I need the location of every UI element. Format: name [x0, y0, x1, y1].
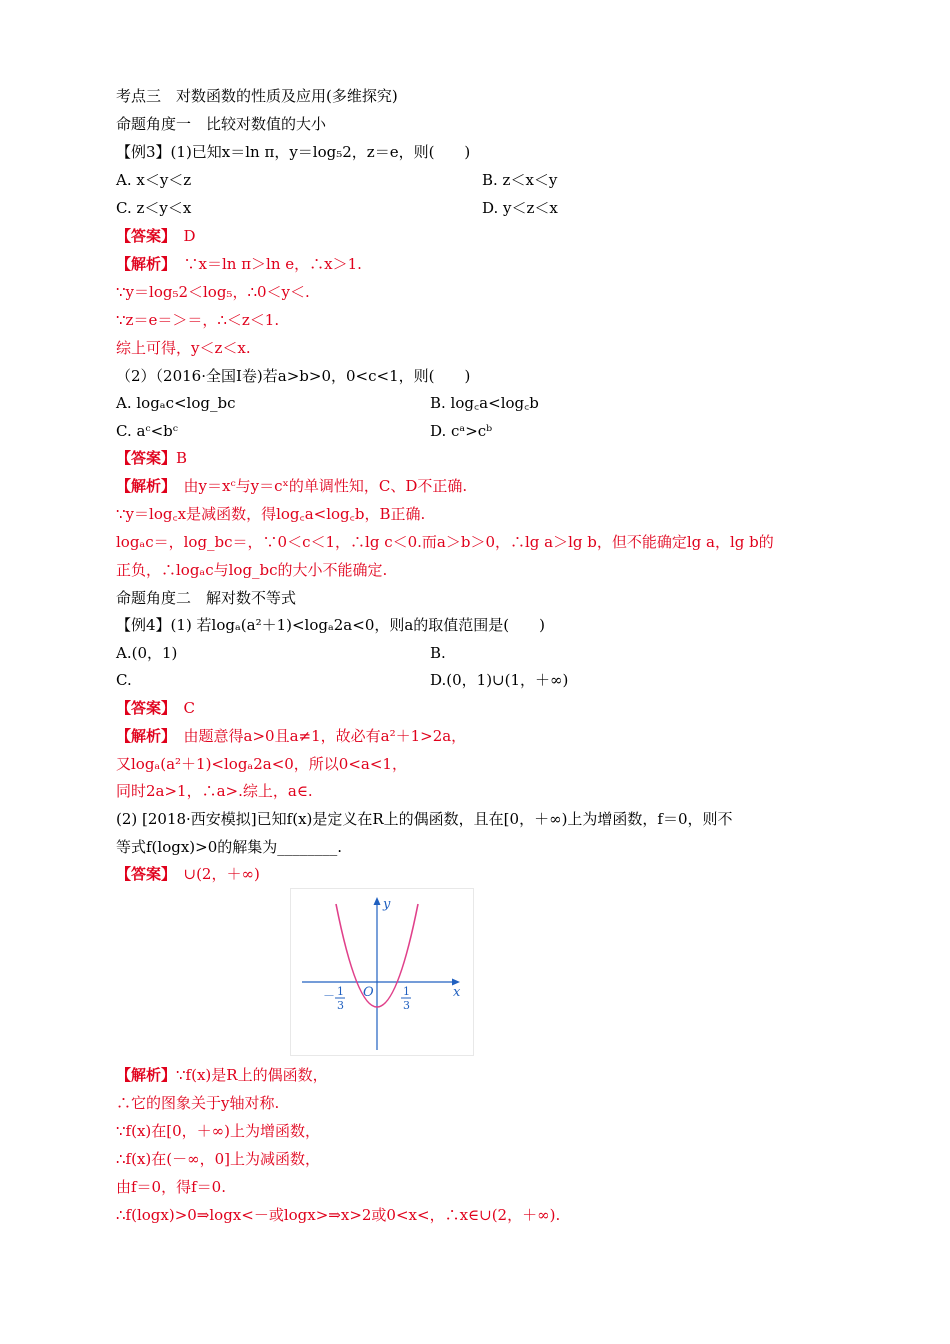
ex4-question-2-line-1: (2) [2018·西安模拟]已知f(x)是定义在R上的偶函数，且在[0，＋∞)上为增函数，f＝0，则不	[116, 810, 733, 828]
ex3q2-option-c: C. aᶜ<bᶜ	[116, 422, 178, 440]
ex3-option-b: B. z＜x＜y	[482, 171, 558, 189]
ex3q2-solution-4: 正负，∴logₐc与log_bc的大小不能确定.	[116, 561, 388, 579]
ex4q2-solution-1	[116, 1065, 328, 1085]
solution-label: 【解析】	[116, 727, 169, 745]
ex3-option-d: D. y＜z＜x	[482, 199, 558, 217]
answer-value: B	[176, 449, 188, 467]
solution-label: 【解析】	[116, 255, 169, 273]
ex4q2-solution-4: ∴f(x)在(－∞，0]上为减函数，	[116, 1150, 321, 1168]
ex3q2-solution-1	[116, 476, 467, 496]
solution-text: ∵x＝ln π＞ln e，∴x＞1.	[168, 255, 362, 273]
solution-text: 由y＝xᶜ与y＝cˣ的单调性知，C、D不正确.	[168, 477, 468, 495]
ex4q2-solution-5: 由f＝0，得f＝0.	[116, 1178, 226, 1196]
ex4-solution-3: 同时2a>1，∴a>.综上，a∈.	[116, 782, 313, 800]
ex4-solution-1	[116, 726, 466, 746]
ex3q2-option-b: B. log꜀a<log꜀b	[430, 394, 539, 412]
solution-label: 【解析】	[116, 477, 169, 495]
neg-tick-numerator: 1	[337, 985, 344, 998]
ex3-option-c: C. z＜y＜x	[116, 199, 192, 217]
ex4-option-d: D.(0，1)∪(1，＋∞)	[430, 671, 569, 689]
angle-one-heading: 命题角度一 比较对数值的大小	[116, 115, 327, 133]
ex3-answer	[116, 226, 196, 246]
origin-label: O	[363, 985, 374, 1000]
solution-text: ∵f(x)是R上的偶函数，	[176, 1066, 328, 1084]
ex4-question-2-line-2: 等式f(logx)>0的解集为________.	[116, 838, 343, 856]
answer-label: 【答案】	[116, 865, 169, 883]
ex3q2-option-d: D. cᵃ>cᵇ	[430, 422, 493, 440]
ex4-answer	[116, 698, 195, 718]
ex3q2-option-a: A. logₐc<log_bc	[116, 394, 236, 412]
ex4q2-solution-2: ∴它的图象关于y轴对称.	[116, 1094, 280, 1112]
answer-value: C	[168, 699, 195, 717]
answer-label: 【答案】	[116, 227, 169, 245]
ex4q2-solution-6: ∴f(logx)>0⇒logx<－或logx>⇒x>2或0<x<，∴x∈∪(2，＋∞).	[116, 1206, 561, 1224]
ex3-solution-2: ∵y＝log₅2＜log₅，∴0＜y＜.	[116, 283, 310, 301]
angle-two-heading: 命题角度二 解对数不等式	[116, 589, 297, 607]
parabola-graph	[290, 888, 474, 1056]
neg-tick-denominator: 3	[337, 999, 344, 1012]
ex4q2-solution-3: ∵f(x)在[0，＋∞)上为增函数，	[116, 1122, 321, 1140]
solution-label: 【解析】	[116, 1066, 177, 1084]
answer-value: ∪(2，＋∞)	[168, 865, 260, 883]
answer-value: D	[168, 227, 196, 245]
ex3-solution-3: ∵z＝e＝＞＝，∴＜z＜1.	[116, 311, 280, 329]
ex4-option-c: C.	[116, 671, 132, 689]
ex3-option-a: A. x＜y＜z	[116, 171, 192, 189]
ex3-solution-4: 综上可得，y＜z＜x.	[116, 339, 251, 357]
topic-heading: 考点三 对数函数的性质及应用(多维探究)	[116, 87, 398, 105]
ex3q2-solution-3: logₐc＝，log_bc＝，∵0＜c＜1，∴lg c＜0.而a＞b＞0，∴lg a＞lg b，但不能确定lg a，lg b的	[116, 533, 774, 551]
ex4-solution-2: 又logₐ(a²＋1)<logₐ2a<0，所以0<a<1，	[116, 755, 407, 773]
pos-tick-numerator: 1	[403, 985, 410, 998]
y-axis-label: y	[383, 897, 391, 912]
ex3-solution-1	[116, 254, 362, 274]
example-3-question: 【例3】(1)已知x＝ln π，y＝log₅2，z＝e，则( )	[116, 143, 471, 161]
solution-text: 由题意得a>0且a≠1，故必有a²＋1>2a，	[168, 727, 467, 745]
graph-frame	[291, 889, 474, 1056]
answer-label: 【答案】	[116, 699, 169, 717]
ex3q2-solution-2: ∵y＝log꜀x是减函数，得log꜀a<log꜀b，B正确.	[116, 505, 426, 523]
ex4-option-a: A.(0，1)	[116, 644, 178, 662]
ex3-question-2: （2）（2016·全国Ⅰ卷)若a>b>0，0<c<1，则( )	[116, 367, 471, 385]
ex4q2-answer	[116, 864, 260, 884]
example-4-question: 【例4】(1) 若logₐ(a²＋1)<logₐ2a<0，则a的取值范围是( )	[116, 616, 546, 634]
neg-tick-sign: －	[323, 989, 336, 1003]
x-axis-label: x	[453, 985, 461, 1000]
answer-label: 【答案】	[116, 449, 177, 467]
ex4-option-b: B.	[430, 644, 446, 662]
pos-tick-denominator: 3	[403, 999, 410, 1012]
ex3q2-answer	[116, 448, 187, 468]
